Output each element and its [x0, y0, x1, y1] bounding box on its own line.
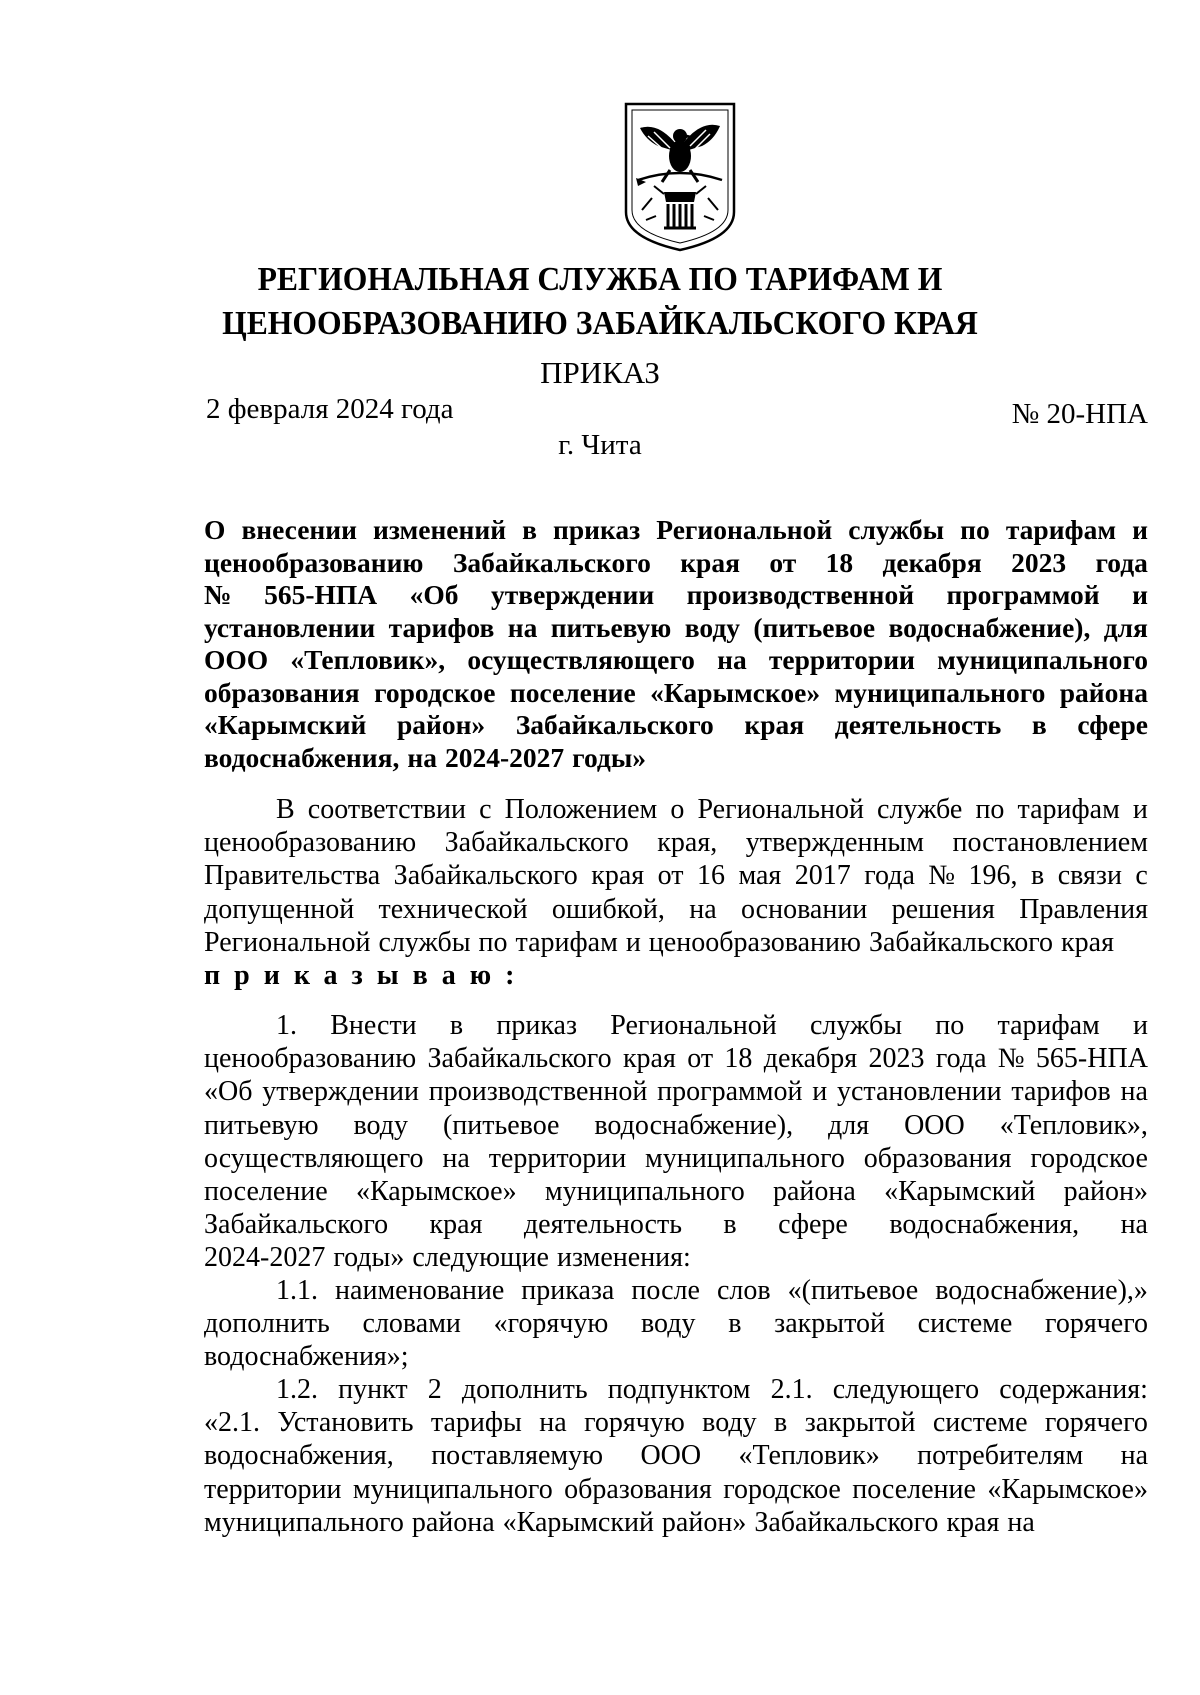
text-line: питьевую воду (питьевое водоснабжение), для ООО «Тепловик», — [204, 1109, 1148, 1141]
text-line: ценообразованию Забайкальского края от 18 декабря 2023 года — [204, 546, 1148, 578]
text-line: «Об утверждении производственной программой и установлении тарифов на — [204, 1076, 1148, 1108]
org-title-line-2: ЦЕНООБРАЗОВАНИЮ ЗАБАЙКАЛЬСКОГО КРАЯ — [222, 305, 978, 342]
text-line: водоснабжения, на 2024-2027 годы» — [204, 741, 647, 773]
subject-heading — [204, 514, 1148, 774]
text-line: 2024-2027 годы» следующие изменения: — [204, 1242, 691, 1274]
text-line: О внесении изменений в приказ Региональной службы по тарифам и — [204, 514, 1148, 545]
org-title-line-1: РЕГИОНАЛЬНАЯ СЛУЖБА ПО ТАРИФАМ И — [257, 261, 943, 298]
text-line: водоснабжения, поставляемую ООО «Тепловик» потребителям на — [204, 1440, 1148, 1472]
item-1-1-paragraph — [204, 1274, 1148, 1374]
text-line: допущенной технической ошибкой, на основании решения Правления — [204, 893, 1148, 925]
item-1-2-paragraph — [204, 1373, 1148, 1539]
text-line: муниципального района «Карымский район» Забайкальского края на — [204, 1506, 1035, 1538]
text-line: № 565-НПА «Об утверждении производственной программой и — [204, 579, 1148, 610]
text-line: 1. Внести в приказ Региональной службы по тарифам и — [276, 1010, 1148, 1041]
item-1-paragraph — [204, 1009, 1148, 1275]
document-number: № 20-НПА — [1011, 398, 1148, 430]
order-word: приказываю: — [204, 960, 529, 991]
coat-of-arms-icon — [618, 100, 742, 252]
text-line: поселение «Карымское» муниципального района «Карымский район» — [204, 1175, 1148, 1207]
text-line: образования городское поселение «Карымское» муниципального района — [204, 676, 1148, 708]
text-line: Забайкальского края деятельность в сфере водоснабжения, на — [204, 1209, 1148, 1241]
text-line: 1.1. наименование приказа после слов «(питьевое водоснабжение),» — [276, 1275, 1148, 1306]
text-line: дополнить словами «горячую воду в закрытой системе горячего — [204, 1308, 1148, 1340]
document-date: 2 февраля 2024 года — [206, 393, 454, 425]
document-type: ПРИКАЗ — [540, 355, 660, 390]
text-line: Региональной службы по тарифам и ценообразованию Забайкальского края — [204, 926, 1114, 958]
preamble-paragraph — [204, 793, 1148, 959]
text-line: территории муниципального образования городское поселение «Карымское» — [204, 1473, 1148, 1505]
text-line: водоснабжения»; — [204, 1341, 409, 1373]
text-line: 1.2. пункт 2 дополнить подпунктом 2.1. следующего содержания: — [276, 1374, 1148, 1405]
text-line: В соответствии с Положением о Региональной службе по тарифам и — [276, 794, 1148, 825]
text-line: «2.1. Установить тарифы на горячую воду в закрытой системе горячего — [204, 1407, 1148, 1439]
text-line: ценообразованию Забайкальского края от 18 декабря 2023 года № 565-НПА — [204, 1043, 1148, 1075]
text-line: ООО «Тепловик», осуществляющего на территории муниципального — [204, 644, 1148, 675]
text-line: установлении тарифов на питьевую воду (питьевое водоснабжение), для — [204, 611, 1148, 643]
order-word-line — [204, 959, 1148, 992]
text-line: Правительства Забайкальского края от 16 мая 2017 года № 196, в связи с — [204, 860, 1148, 892]
document-city: г. Чита — [558, 429, 642, 461]
text-line: ценообразованию Забайкальского края, утвержденным постановлением — [204, 827, 1148, 859]
text-line: осуществляющего на территории муниципального образования городское — [204, 1142, 1148, 1174]
text-line: «Карымский район» Забайкальского края деятельность в сфере — [204, 709, 1148, 740]
